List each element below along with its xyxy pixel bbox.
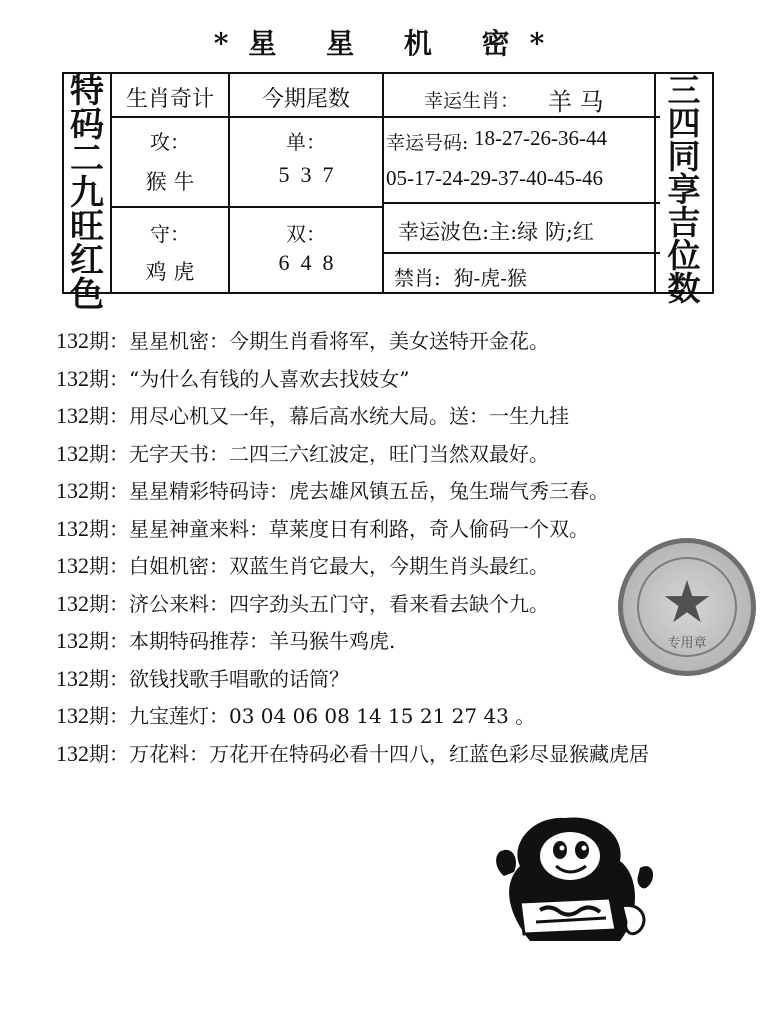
star-icon: ★ [661, 568, 713, 636]
prediction-text: 期：万花料：万花开在特码必看十四八，红蓝色彩尽显猴藏虎居 [89, 741, 649, 766]
defend-label: 守： [150, 222, 190, 246]
prediction-text: 期：济公来料：四字劲头五门守，看来看去缺个九。 [89, 591, 549, 616]
issue-number: 132 [56, 515, 89, 541]
official-seal [618, 538, 756, 676]
page-title [0, 22, 778, 62]
page-title-text: *星 星 机 密* [213, 27, 565, 60]
prediction-text: 期：欲钱找歌手唱歌的话筒？ [89, 666, 349, 691]
lucky-zodiac-label: 幸运生肖： [424, 90, 520, 112]
list-item [56, 397, 766, 435]
prediction-text: 期：白姐机密：双蓝生肖它最大，今期生肖头最红。 [89, 554, 549, 578]
list-item [56, 510, 766, 548]
single-value: 5 3 7 [278, 162, 334, 187]
lucky-numbers-line1: 18-27-26-36-44 [474, 126, 607, 150]
right-banner-char: 四 [667, 104, 701, 143]
issue-number: 132 [56, 665, 89, 691]
divider [382, 202, 660, 204]
divider [382, 252, 660, 254]
issue-number: 132 [56, 703, 89, 728]
prediction-text: 期：用尽心机又一年，幕后高水统大局。送：一生九挂 [89, 404, 569, 428]
tail-numbers-header: 今期尾数 [261, 87, 350, 112]
prediction-text: 期：星星机密：今期生肖看将军，美女送特开金花。 [89, 329, 549, 353]
info-panel [62, 71, 714, 315]
issue-number: 132 [56, 328, 89, 353]
right-banner-char: 三 [667, 71, 701, 110]
right-vertical-banner [654, 71, 712, 308]
issue-number: 132 [56, 403, 89, 428]
prediction-text: 期：星星精彩特码诗：虎去雄风镇五岳，兔生瑞气秀三春。 [89, 479, 609, 503]
issue-number: 132 [56, 740, 89, 766]
banned-zodiac: 禁肖: 狗-虎-猴 [394, 266, 527, 290]
prediction-text: 期：无字天书：二四三六红波定，旺门当然双最好。 [89, 441, 549, 466]
divider [110, 206, 382, 208]
left-vertical-banner [64, 71, 112, 315]
issue-number: 132 [56, 553, 89, 578]
left-banner-char: 色 [70, 275, 104, 315]
left-banner-char: 红 [70, 241, 104, 281]
right-banner-char: 享 [667, 170, 701, 209]
list-item [56, 472, 766, 510]
prediction-text: 期：“为什么有钱的人喜欢去找妓女” [89, 366, 410, 391]
left-banner-char: 九 [70, 173, 104, 213]
lucky-wave-color: 幸运波色:主:绿 防;红 [398, 220, 594, 244]
prediction-text: 期：星星神童来料：草莱度日有利路，奇人偷码一个双。 [89, 516, 589, 541]
left-banner-char: 特 [70, 71, 104, 111]
defend-value: 鸡 虎 [145, 260, 195, 284]
right-banner-char: 吉 [667, 203, 701, 242]
right-banner-char: 同 [667, 137, 701, 176]
list-item [56, 735, 766, 773]
lucky-numbers-line2: 05-17-24-29-37-40-45-46 [386, 166, 603, 190]
single-label: 单： [286, 130, 326, 154]
seal-text: 专用章 [667, 636, 707, 651]
list-item [56, 435, 766, 473]
list-item [56, 322, 766, 360]
divider [382, 74, 384, 294]
issue-number: 132 [56, 590, 89, 616]
attack-value: 猴 牛 [145, 170, 195, 194]
zodiac-calc-header: 生肖奇计 [125, 87, 214, 112]
issue-number: 132 [56, 478, 89, 503]
left-banner-char: 旺 [70, 207, 104, 247]
list-item [56, 360, 766, 398]
issue-number: 132 [56, 365, 89, 391]
prediction-text: 期：本期特码推荐：羊马猴牛鸡虎. [89, 629, 396, 653]
monkey-mascot-icon [490, 806, 658, 941]
double-label: 双： [286, 222, 326, 246]
lucky-numbers-label: 幸运号码: [386, 132, 469, 154]
lucky-zodiac-value: 羊 马 [548, 88, 604, 116]
issue-number: 132 [56, 628, 89, 653]
prediction-text: 期：九宝莲灯：03 04 06 08 14 15 21 27 43 。 [89, 704, 536, 728]
list-item [56, 697, 766, 735]
issue-number: 132 [56, 440, 89, 466]
double-value: 6 4 8 [278, 250, 334, 275]
right-banner-char: 位 [667, 236, 701, 275]
left-banner-char: 码 [70, 105, 104, 145]
right-banner-char: 数 [667, 269, 701, 308]
attack-label: 攻： [150, 130, 190, 154]
left-banner-char: 二 [70, 139, 104, 179]
